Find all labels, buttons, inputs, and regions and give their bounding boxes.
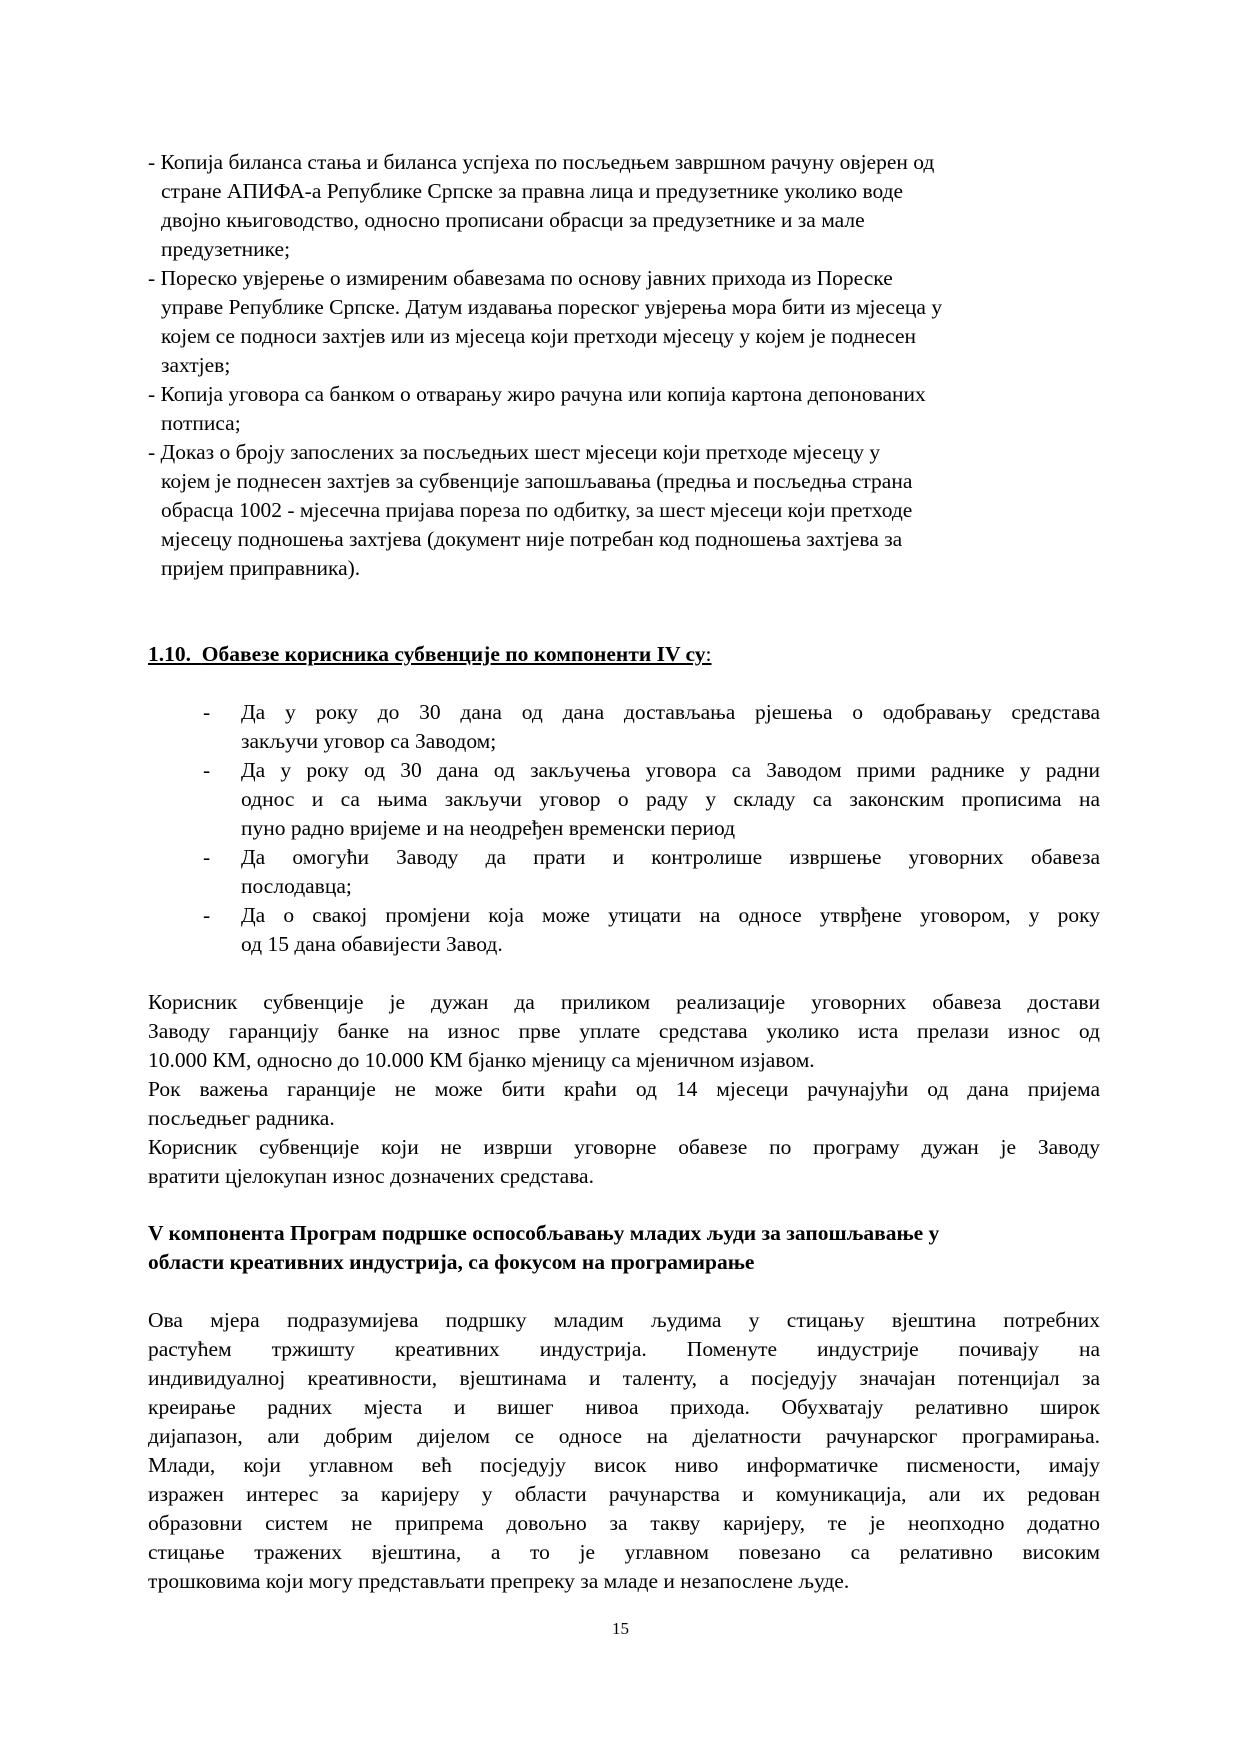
paragraph-line: индивидуалној креативности, вјештинама и таленту, а посједују значајан потенцијал за: [148, 1366, 1100, 1390]
list-item-line: којем се подноси захтјев или из мјесеца који претходи мјесецу у којем је поднесен: [161, 324, 917, 348]
obligation-line: однос и са њима закључи уговор о раду у складу са законским прописима на: [241, 787, 1100, 811]
list-item-line: - Копија уговора са банком о отварању жиро рачуна или копија картона депонованих: [148, 382, 926, 406]
paragraph-line: трошковима који могу представљати препреку за младе и незапослене људе.: [148, 1569, 850, 1593]
paragraph-line: изражен интерес за каријеру у области рачунарства и комуникација, али их редован: [148, 1482, 1100, 1506]
obligation-line: Да о свакој промјени која може утицати на односе утврђене уговором, у року: [241, 903, 1100, 927]
list-dash: -: [203, 758, 211, 782]
paragraph-line: Рок важења гаранције не може бити краћи од 14 мјесеци рачунајући од дана пријема: [148, 1077, 1100, 1101]
paragraph-line: посљедњег радника.: [148, 1106, 335, 1130]
paragraph-line: образовни систем не припрема довољно за такву каријеру, те је неопходно додатно: [148, 1511, 1100, 1535]
list-dash: -: [203, 903, 211, 927]
obligation-line: послодавца;: [241, 874, 352, 898]
list-item-line: захтјев;: [161, 353, 231, 377]
section-title-colon: :: [705, 642, 712, 666]
list-item-line: - Пореско увјерење о измиреним обавезама по основу јавних прихода из Пореске: [148, 266, 893, 290]
paragraph-line: растућем тржишту креативних индустрија. Поменуте индустрије почивају на: [148, 1337, 1100, 1361]
paragraph-line: Корисник субвенције који не изврши уговорне обавезе по програму дужан је Заводу: [148, 1135, 1100, 1159]
section-heading-1-10: [148, 640, 712, 669]
heading-line: V компонента Програм подршке оспособљавању младих људи за запошљавање у: [148, 1221, 940, 1245]
paragraph-line: креирање радних мјеста и вишег нивоа прихода. Обухватају релативно широк: [148, 1395, 1100, 1419]
obligation-line: Да у року од 30 дана од закључења уговора са Заводом прими раднике у радни: [241, 758, 1100, 782]
list-item-line: потписа;: [161, 411, 241, 435]
obligation-line: од 15 дана обавијести Завод.: [241, 932, 503, 956]
list-item-line: пријем приправника).: [161, 556, 361, 580]
paragraph-line: Ова мјера подразумијева подршку младим људима у стицању вјештина потребних: [148, 1308, 1100, 1332]
paragraph-line: Заводу гаранцију банке на износ прве уплате средстава уколико иста прелази износ од: [148, 1019, 1100, 1043]
paragraph-line: 10.000 КМ, односно до 10.000 КМ бјанко мјеницу са мјеничном изјавом.: [148, 1048, 815, 1072]
section-title: Обавезе корисника субвенције по компоненти IV су: [201, 642, 706, 666]
page-number: 15: [612, 1619, 629, 1638]
obligation-line: Да омогући Заводу да прати и контролише извршење уговорних обавеза: [241, 845, 1100, 869]
list-item-line: стране АПИФА-а Републике Српске за правна лица и предузетнике уколико воде: [161, 179, 904, 203]
list-item-line: обрасца 1002 - мјесечна пријава пореза по одбитку, за шест мјесеци који претходе: [161, 498, 913, 522]
obligation-line: Да у року до 30 дана од дана достављања рјешења о одобравању средстава: [241, 700, 1100, 724]
paragraph-line: стицање тражених вјештина, а то је углавном повезано са релативно високим: [148, 1540, 1100, 1564]
list-item-line: којем је поднесен захтјев за субвенције запошљавања (предња и посљедња страна: [161, 469, 913, 493]
obligation-line: пуно радно вријеме и на неодређен временски период: [241, 816, 736, 840]
list-item-line: двојно књиговодство, односно прописани обрасци за предузетнике и за мале: [161, 208, 865, 232]
obligation-line: закључи уговор са Заводом;: [241, 729, 497, 753]
list-item-line: - Доказ о броју запослених за посљедњих шест мјесеци који претходе мјесецу у: [148, 440, 881, 464]
list-dash: -: [203, 700, 211, 724]
list-item-line: предузетнике;: [161, 237, 291, 261]
paragraph-line: дијапазон, али добрим дијелом се односе на дјелатности рачунарског програмирања.: [148, 1424, 1100, 1448]
paragraph-line: вратити цјелокупан износ дозначених средстава.: [148, 1164, 594, 1188]
paragraph-line: Корисник субвенције је дужан да приликом реализације уговорних обавеза достави: [148, 990, 1100, 1014]
list-item-line: управе Републике Српске. Датум издавања пореског увјерења мора бити из мјесеца у: [161, 295, 943, 319]
list-dash: -: [203, 845, 211, 869]
list-item-line: - Копија биланса стања и биланса успјеха по посљедњем завршном рачуну овјерен од: [148, 150, 935, 174]
section-number: 1.10.: [148, 642, 191, 666]
heading-line: области креативних индустрија, са фокусом на програмирање: [148, 1250, 755, 1274]
paragraph-line: Млади, који углавном већ посједују висок ниво информатичке писмености, имају: [148, 1453, 1100, 1477]
list-item-line: мјесецу подношења захтјева (документ није потребан код подношења захтјева за: [161, 527, 903, 551]
